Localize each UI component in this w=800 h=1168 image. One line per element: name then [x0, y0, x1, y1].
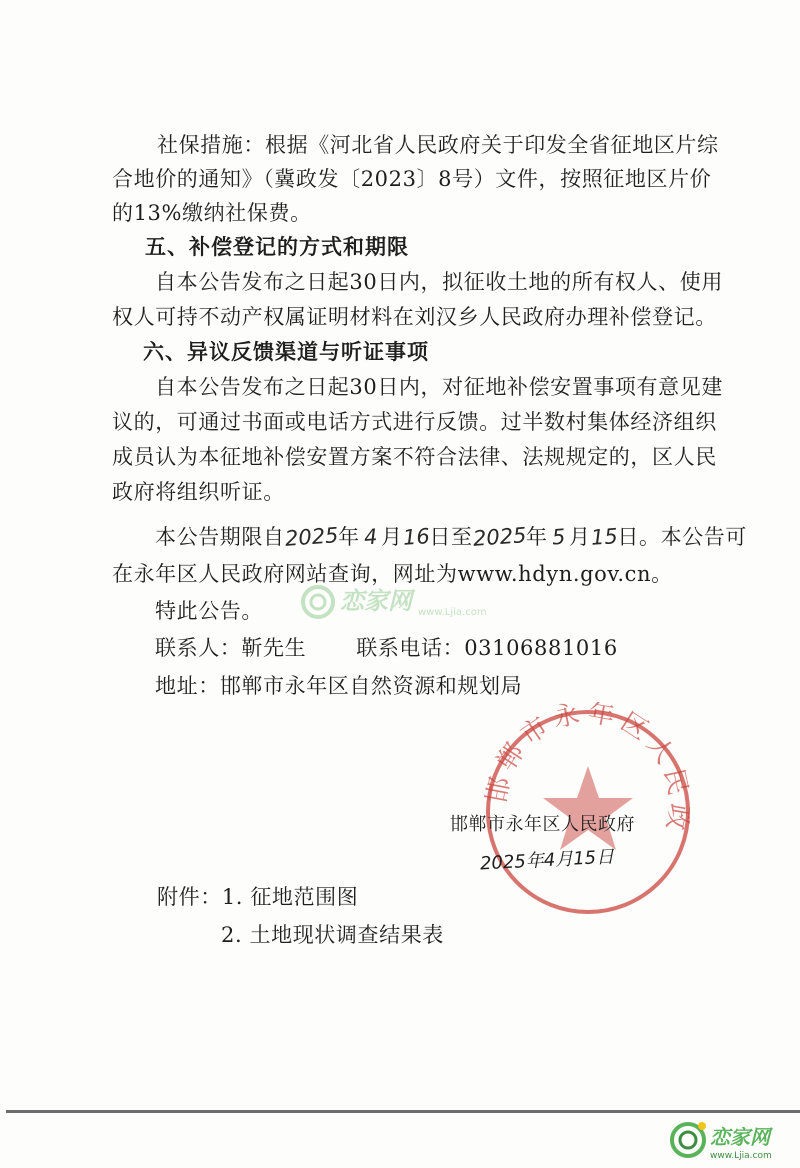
- contact-line: [155, 634, 618, 662]
- signature-day-char: 日: [595, 846, 615, 869]
- phone-label: 联系电话：: [356, 636, 465, 660]
- signature-month-char: 月: [554, 848, 574, 871]
- attachments-label: 附件：: [157, 885, 222, 909]
- section-heading-5: 五、补偿登记的方式和期限: [145, 235, 409, 259]
- special-notice: 特此公告。: [155, 599, 263, 623]
- watermark-logo: [300, 582, 500, 622]
- social-security-line-2: 合地价的通知》（冀政发〔2023〕8号）文件，按照征地区片价: [112, 167, 712, 191]
- bottom-rule: [6, 1110, 800, 1113]
- website-line: 在永年区人民政府网站查询，网址为www.hdyn.gov.cn。: [112, 562, 673, 586]
- section-heading-6: 六、异议反馈渠道与听证事项: [143, 340, 429, 364]
- period-suffix: 日。本公告可: [617, 525, 747, 549]
- address-line: [155, 672, 522, 700]
- corner-url: www.Ljia.com: [710, 1151, 772, 1161]
- watermark-url: www.Ljia.com: [418, 607, 487, 618]
- issuer-signature: 邯郸市永年区人民政府: [450, 814, 635, 835]
- period-start-year: 2025: [283, 523, 339, 551]
- objection-line-3: 成员认为本征地补偿安置方案不符合法律、法规规定的，区人民: [112, 445, 717, 469]
- period-end-year: 2025: [471, 523, 527, 551]
- address-label: 地址：: [155, 674, 220, 698]
- period-line: [155, 523, 747, 551]
- social-security-line-3: 的13%缴纳社保费。: [112, 201, 312, 225]
- signature-month: 4: [543, 849, 556, 872]
- period-end-day: 15: [589, 524, 619, 550]
- watermark-brand: 恋家网: [340, 587, 412, 615]
- signature-year: 2025: [479, 851, 527, 875]
- period-year-char: 年: [338, 525, 360, 549]
- corner-logo: [668, 1118, 788, 1162]
- registration-line-2: 权人可持不动产权属证明材料在刘汉乡人民政府办理补偿登记。: [112, 305, 717, 329]
- objection-line-4: 政府将组织听证。: [112, 480, 285, 504]
- period-prefix: 本公告期限自: [155, 525, 285, 549]
- period-year-char-2: 年: [526, 525, 548, 549]
- contact-name: 靳先生: [241, 636, 307, 660]
- attachments-line: [157, 883, 358, 911]
- signature-year-char: 年: [525, 850, 545, 873]
- registration-line-1: 自本公告发布之日起30日内，拟征收土地的所有权人、使用: [155, 270, 723, 294]
- social-security-line-1: 社保措施：根据《河北省人民政府关于印发全省征地区片综: [157, 133, 719, 157]
- period-start-day: 16: [401, 524, 431, 550]
- contact-label: 联系人：: [155, 636, 242, 660]
- phone-value: 03106881016: [464, 636, 618, 660]
- objection-line-1: 自本公告发布之日起30日内，对征地补偿安置事项有意见建: [155, 375, 723, 399]
- address-value: 邯郸市永年区自然资源和规划局: [219, 674, 523, 698]
- period-day-to: 日至: [429, 525, 473, 549]
- attachment-2: 2. 土地现状调查结果表: [221, 923, 444, 947]
- attachment-1: 1. 征地范围图: [221, 885, 359, 909]
- period-month-char-2: 月: [569, 525, 591, 549]
- official-seal: [478, 702, 698, 922]
- seal-text: 邯郸市永年区人民政: [481, 702, 695, 839]
- objection-line-2: 议的，可通过书面或电话方式进行反馈。过半数村集体经济组织: [112, 410, 717, 434]
- period-month-char: 月: [381, 525, 403, 549]
- signature-day: 15: [572, 847, 597, 870]
- period-end-month: 5: [550, 524, 566, 550]
- period-start-month: 4: [362, 524, 378, 550]
- corner-brand: 恋家网: [710, 1125, 770, 1149]
